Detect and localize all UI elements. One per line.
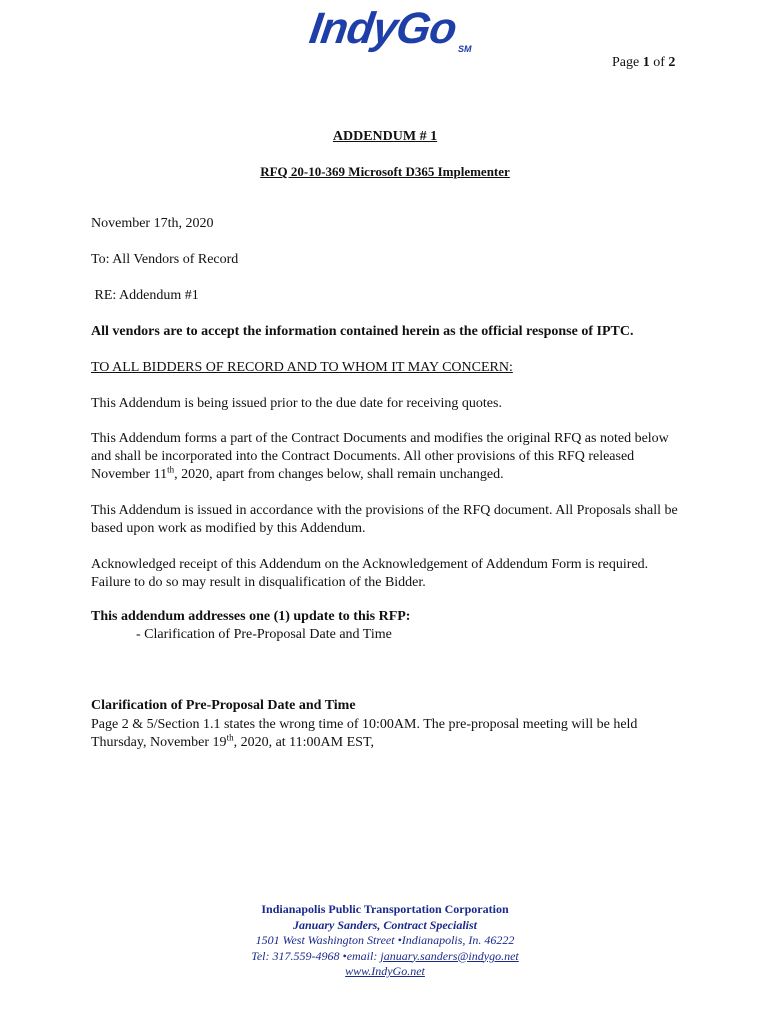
footer-organization: Indianapolis Public Transportation Corporation: [261, 902, 509, 916]
letter-recipient: To: All Vendors of Record: [91, 252, 239, 267]
letter-subject: RE: Addendum #1: [91, 288, 199, 303]
letter-date: November 17th, 2020: [91, 216, 214, 231]
page-total: 2: [668, 55, 676, 70]
footer: [0, 902, 770, 980]
official-notice: All vendors are to accept the information contained herein as the official response of IPTC.: [91, 324, 634, 339]
rfq-title: RFQ 20-10-369 Microsoft D365 Implementer: [260, 164, 510, 179]
page-current: 1: [642, 55, 650, 70]
footer-tel-email: Tel: 317.559-4968 •email: january.sanders@indygo.net: [251, 948, 519, 963]
paragraph-contract-documents: This Addendum forms a part of the Contract Documents and modifies the original RFQ as noted below and shall be incorporated into the Contract Documents. All other provisions of this RFQ released November 11th, 2020, apart from changes below, shall remain unchanged.: [91, 431, 669, 482]
addendum-title: ADDENDUM # 1: [332, 129, 438, 144]
indygo-logo: [0, 4, 770, 54]
updates-list-item: - Clarification of Pre-Proposal Date and Time: [136, 627, 392, 642]
salutation: TO ALL BIDDERS OF RECORD AND TO WHOM IT MAY CONCERN:: [91, 360, 513, 375]
footer-address: 1501 West Washington Street •Indianapolis, In. 46222: [255, 933, 515, 947]
clarification-heading: Clarification of Pre-Proposal Date and Time: [91, 698, 356, 713]
footer-contact: January Sanders, Contract Specialist: [292, 917, 478, 932]
logo-wordmark: IndyGo: [306, 4, 460, 53]
email-link[interactable]: january.sanders@indygo.net: [380, 948, 519, 963]
clarification-body: Page 2 & 5/Section 1.1 states the wrong time of 10:00AM. The pre-proposal meeting will be held Thursday, November 19th, 2020, at 11:00AM EST,: [91, 717, 638, 750]
paragraph-issued: This Addendum is being issued prior to the due date for receiving quotes.: [91, 396, 502, 411]
website-link[interactable]: www.IndyGo.net: [345, 964, 425, 978]
updates-heading: This addendum addresses one (1) update to this RFP:: [91, 609, 411, 624]
logo-service-mark: SM: [458, 44, 472, 54]
paragraph-provisions: This Addendum is issued in accordance with the provisions of the RFQ document. All Proposals shall be based upon work as modified by this Addendum.: [91, 503, 678, 536]
paragraph-acknowledgement: Acknowledged receipt of this Addendum on the Acknowledgement of Addendum Form is required. Failure to do so may result in disqualification of the Bidder.: [91, 557, 649, 590]
page-number: Page 1 of 2: [612, 55, 676, 70]
